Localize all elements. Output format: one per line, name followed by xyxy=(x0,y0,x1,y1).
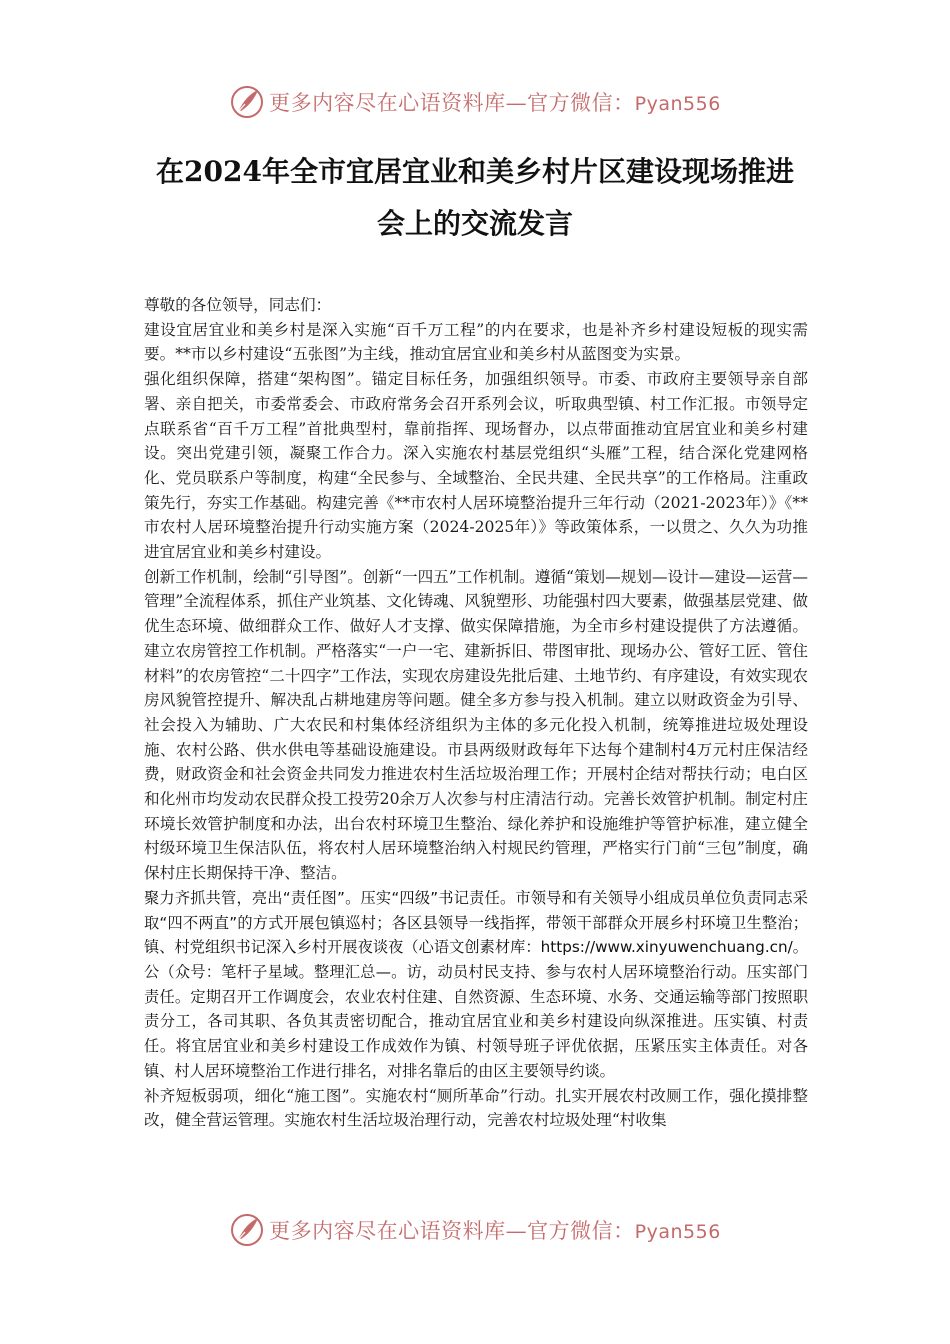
watermark-text: 更多内容尽在心语资料库—官方微信：Pyan556 xyxy=(269,91,721,115)
paragraph-mechanism: 创新工作机制，绘制“引导图”。创新“一四五”工作机制。遵循“策划—规划—设计—建设—运营—管理”全流程体系，抓住产业筑基、文化铸魂、风貌塑形、功能强村四大要素，做强基层党建、做优生态环境、做细群众工作、做好人才支撑、做实保障措施，为全市乡村建设提供了方法遵循。建立农房管控工作机制。严格落实“一户一宅、建新拆旧、带图审批、现场办公、管好工匠、管住材料”的农房管控“二十四字”工作法，实现农房建设先批后建、土地节约、有序建设，有效实现农房风貌管控提升、解决乱占耕地建房等问题。健全多方参与投入机制。建立以财政资金为引导、社会投入为辅助、广大农民和村集体经济组织为主体的多元化投入机制，统筹推进垃圾处理设施、农村公路、供水供电等基础设施建设。市县两级财政每年下达每个建制村4万元村庄保洁经费，财政资金和社会资金共同发力推进农村生活垃圾治理工作；开展村企结对帮扶行动；电白区和化州市均发动农民群众投工投劳20余万人次参与村庄清洁行动。完善长效管护机制。制定村庄环境长效管护制度和办法，出台农村环境卫生整治、绿化养护和设施维护等管护标准，建立健全村级环境卫生保洁队伍，将农村人居环境整治纳入村规民约管理，严格实行门前“三包”制度，确保村庄长期保持干净、整洁。 xyxy=(144,567,808,883)
document-body xyxy=(144,293,808,1133)
feather-pen-logo xyxy=(229,84,265,120)
paragraph-shortcomings: 补齐短板弱项，细化“施工图”。实施农村“厕所革命”行动。扎实开展农村改厕工作，强化摸排整改，健全营运管理。实施农村生活垃圾治理行动，完善农村垃圾处理“村收集 xyxy=(144,1086,808,1130)
watermark-text: 更多内容尽在心语资料库—官方微信：Pyan556 xyxy=(269,1219,721,1243)
document-title xyxy=(80,146,870,250)
watermark-footer xyxy=(0,1210,950,1250)
watermark-header xyxy=(0,82,950,122)
title-line-2: 会上的交流发言 xyxy=(376,207,573,240)
feather-pen-logo xyxy=(229,1212,265,1248)
salutation: 尊敬的各位领导，同志们： xyxy=(144,296,332,314)
title-line-1: 在2024年全市宜居宜业和美乡村片区建设现场推进 xyxy=(156,155,794,188)
paragraph-organization: 强化组织保障，搭建“架构图”。锚定目标任务，加强组织领导。市委、市政府主要领导亲自部署、亲自把关，市委常委会、市政府常务会召开系列会议，听取典型镇、村工作汇报。市领导定点联系省“百千万工程”首批典型村，靠前指挥、现场督办，以点带面推动宜居宜业和美乡村建设。突出党建引领，凝聚工作合力。深入实施农村基层党组织“头雁”工程，结合深化党建网格化、党员联系户等制度，构建“全民参与、全域整治、全民共建、全民共享”的工作格局。注重政策先行，夯实工作基础。构建完善《**市农村人居环境整治提升三年行动（2021-2023年）》《**市农村人居环境整治提升行动实施方案（2024-2025年）》等政策体系，一以贯之、久久为功推进宜居宜业和美乡村建设。 xyxy=(144,370,808,562)
paragraph-responsibility: 聚力齐抓共管，亮出“责任图”。压实“四级”书记责任。市领导和有关领导小组成员单位负责同志采取“四不两直”的方式开展包镇巡村；各区县领导一线指挥，带领干部群众开展乡村环境卫生整治；镇、村党组织书记深入乡村开展夜谈夜（心语文创素材库：https://www.xinyuwenchuang.cn/。公（众号：笔杆子星域。整理汇总—。访，动员村民支持、参与农村人居环境整治行动。压实部门责任。定期召开工作调度会，农业农村住建、自然资源、生态环境、水务、交通运输等部门按照职责分工，各司其职、各负其责密切配合，推动宜居宜业和美乡村建设向纵深推进。压实镇、村责任。将宜居宜业和美乡村建设工作成效作为镇、村领导班子评优依据，压紧压实主体责任。对各镇、村人居环境整治工作进行排名，对排名靠后的由区主要领导约谈。 xyxy=(144,888,808,1080)
paragraph-intro: 建设宜居宜业和美乡村是深入实施“百千万工程”的内在要求，也是补齐乡村建设短板的现实需要。**市以乡村建设“五张图”为主线，推动宜居宜业和美乡村从蓝图变为实景。 xyxy=(144,320,808,364)
